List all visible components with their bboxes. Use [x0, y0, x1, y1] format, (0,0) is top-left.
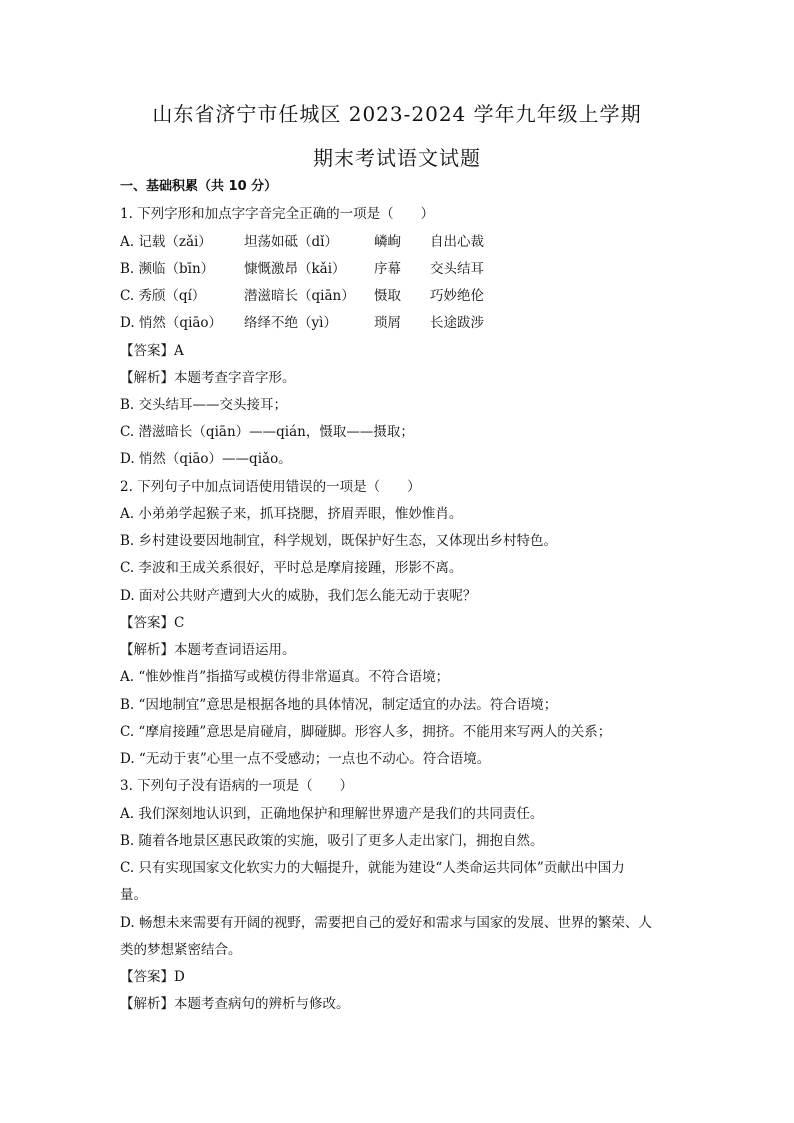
q3-option: 量。	[120, 887, 147, 903]
option-cell: 慑取	[374, 288, 401, 304]
q1-analysis-line: D. 悄然（qiāo）——qiǎo。	[120, 451, 292, 467]
q2-analysis-line: C. “摩肩接踵”意思是肩碰肩，脚碰脚。形容人多，拥挤。不能用来写两人的关系；	[120, 724, 612, 740]
section-heading: 一、基础积累（共 10 分）	[120, 179, 278, 194]
option-cell: 坦荡如砥（dǐ）	[244, 234, 338, 250]
option-cell: B. 濒临（bīn）	[120, 261, 215, 277]
q2-option: A. 小弟弟学起猴子来，抓耳挠腮，挤眉弄眼，惟妙惟肖。	[120, 506, 463, 522]
q1-analysis-line: B. 交头结耳——交头接耳；	[120, 397, 288, 413]
q1-option-a	[120, 229, 680, 256]
option-cell: D. 悄然（qiāo）	[120, 315, 223, 331]
q1-option-b	[120, 256, 680, 283]
q1-option-d	[120, 310, 680, 337]
q2-analysis-line: A. “惟妙惟肖”指描写或模仿得非常逼真。不符合语境；	[120, 669, 450, 685]
question-1-stem: 1. 下列字形和加点字字音完全正确的一项是（ ）	[120, 206, 435, 222]
question-3-stem: 3. 下列句子没有语病的一项是（ ）	[120, 778, 354, 794]
option-cell: 自出心裁	[430, 234, 484, 250]
q1-analysis-line: C. 潜滋暗长（qiān）——qián，慑取——摄取；	[120, 424, 414, 440]
q1-answer: 【答案】A	[120, 343, 184, 359]
q3-option: D. 畅想未来需要有开阔的视野，需要把自己的爱好和需求与国家的发展、世界的繁荣、人	[120, 915, 652, 931]
q3-option: A. 我们深刻地认识到，正确地保护和理解世界遗产是我们的共同责任。	[120, 806, 544, 822]
title-line-2: 期末考试语文试题	[313, 146, 481, 170]
option-cell: 交头结耳	[430, 261, 484, 277]
option-cell: 琐屑	[374, 315, 401, 331]
option-cell: 巧妙绝伦	[430, 288, 484, 304]
q2-option: D. 面对公共财产遭到大火的威胁，我们怎么能无动于衷呢？	[120, 588, 477, 604]
title-line-1: 山东省济宁市任城区 2023-2024 学年九年级上学期	[152, 102, 642, 126]
option-cell: 络绎不绝（yì）	[244, 315, 337, 331]
q2-analysis-line: B. “因地制宜”意思是根据各地的具体情况，制定适宜的办法。符合语境；	[120, 697, 558, 713]
q2-answer: 【答案】C	[120, 615, 185, 631]
q3-option: C. 只有实现国家文化软实力的大幅提升，就能为建设“人类命运共同体”贡献出中国力	[120, 860, 625, 876]
q2-option: C. 李波和王成关系很好，平时总是摩肩接踵，形影不离。	[120, 560, 463, 576]
q2-analysis-line: D. “无动于衷”心里一点不受感动；一点也不动心。符合语境。	[120, 751, 491, 767]
q3-option: 类的梦想紧密结合。	[120, 942, 242, 958]
option-cell: 慷慨激昂（kǎi）	[244, 261, 346, 277]
option-cell: 长途跋涉	[430, 315, 484, 331]
option-cell: A. 记载（zǎi）	[120, 234, 212, 250]
q1-analysis-line: 【解析】本题考查字音字形。	[120, 370, 296, 386]
q1-option-c	[120, 283, 680, 310]
q2-option: B. 乡村建设要因地制宜，科学规划，既保护好生态，又体现出乡村特色。	[120, 533, 558, 549]
q3-option: B. 随着各地景区惠民政策的实施，吸引了更多人走出家门，拥抱自然。	[120, 833, 544, 849]
option-cell: 嶙峋	[374, 234, 401, 250]
option-cell: 潜滋暗长（qiān）	[244, 288, 355, 304]
question-2-stem: 2. 下列句子中加点词语使用错误的一项是（ ）	[120, 479, 421, 495]
q3-answer: 【答案】D	[120, 969, 185, 985]
q2-analysis-line: 【解析】本题考查词语运用。	[120, 642, 296, 658]
option-cell: 序幕	[374, 261, 401, 277]
q3-analysis-line: 【解析】本题考查病句的辨析与修改。	[120, 996, 350, 1012]
option-cell: C. 秀颀（qí）	[120, 288, 206, 304]
